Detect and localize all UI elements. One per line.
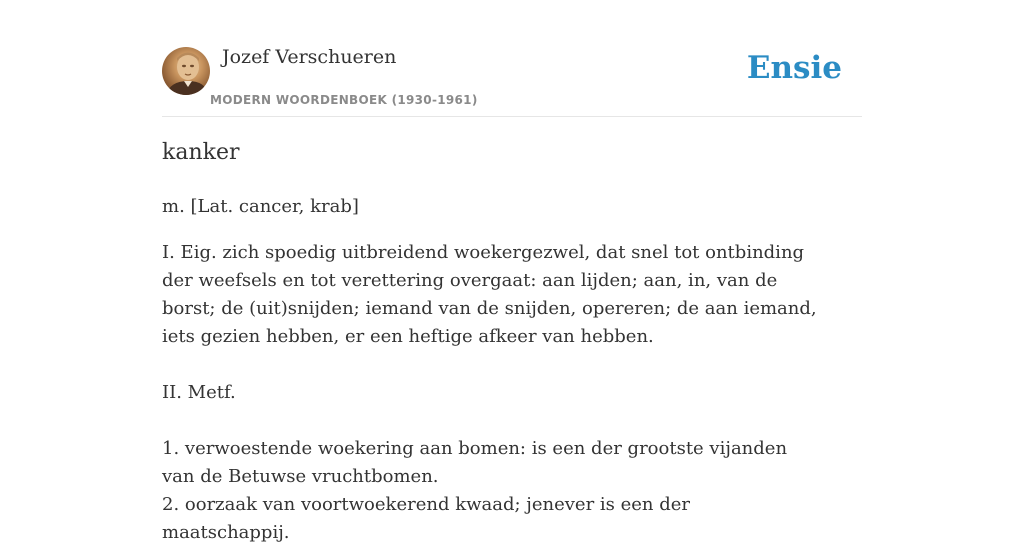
paragraph-sense-1: 1. verwoestende woekering aan bomen: is een der grootste vijanden van de Betuwse vruchtbomen. (162, 438, 788, 487)
entry-title: kanker (162, 140, 240, 165)
source-name[interactable]: MODERN WOORDENBOEK (1930-1961) (210, 93, 478, 107)
article-page (162, 0, 862, 543)
paragraph-metaphor-heading: II. Metf. (162, 382, 236, 403)
article-header (162, 0, 862, 117)
paragraph-break (162, 407, 822, 435)
entry-body (162, 239, 822, 547)
paragraph-break (162, 351, 822, 379)
paragraph-sense-2: 2. oorzaak van voortwoekerend kwaad; jenever is een der maatschappij. (162, 494, 691, 543)
author-name[interactable]: Jozef Verschueren (222, 46, 397, 68)
paragraph-literal: I. Eig. zich spoedig uitbreidend woekergezwel, dat snel tot ontbinding der weefsels en tot verettering overgaat: aan lijden; aan, in, van de borst; de (uit)snijden; iemand van de snijden, opereren; de aan iemand, iets gezien hebben, er een heftige afkeer van hebben. (162, 242, 817, 347)
brand-logo[interactable]: Ensie (746, 50, 842, 86)
author-avatar[interactable] (162, 47, 210, 95)
entry-grammar: m. [Lat. cancer, krab] (162, 196, 359, 217)
